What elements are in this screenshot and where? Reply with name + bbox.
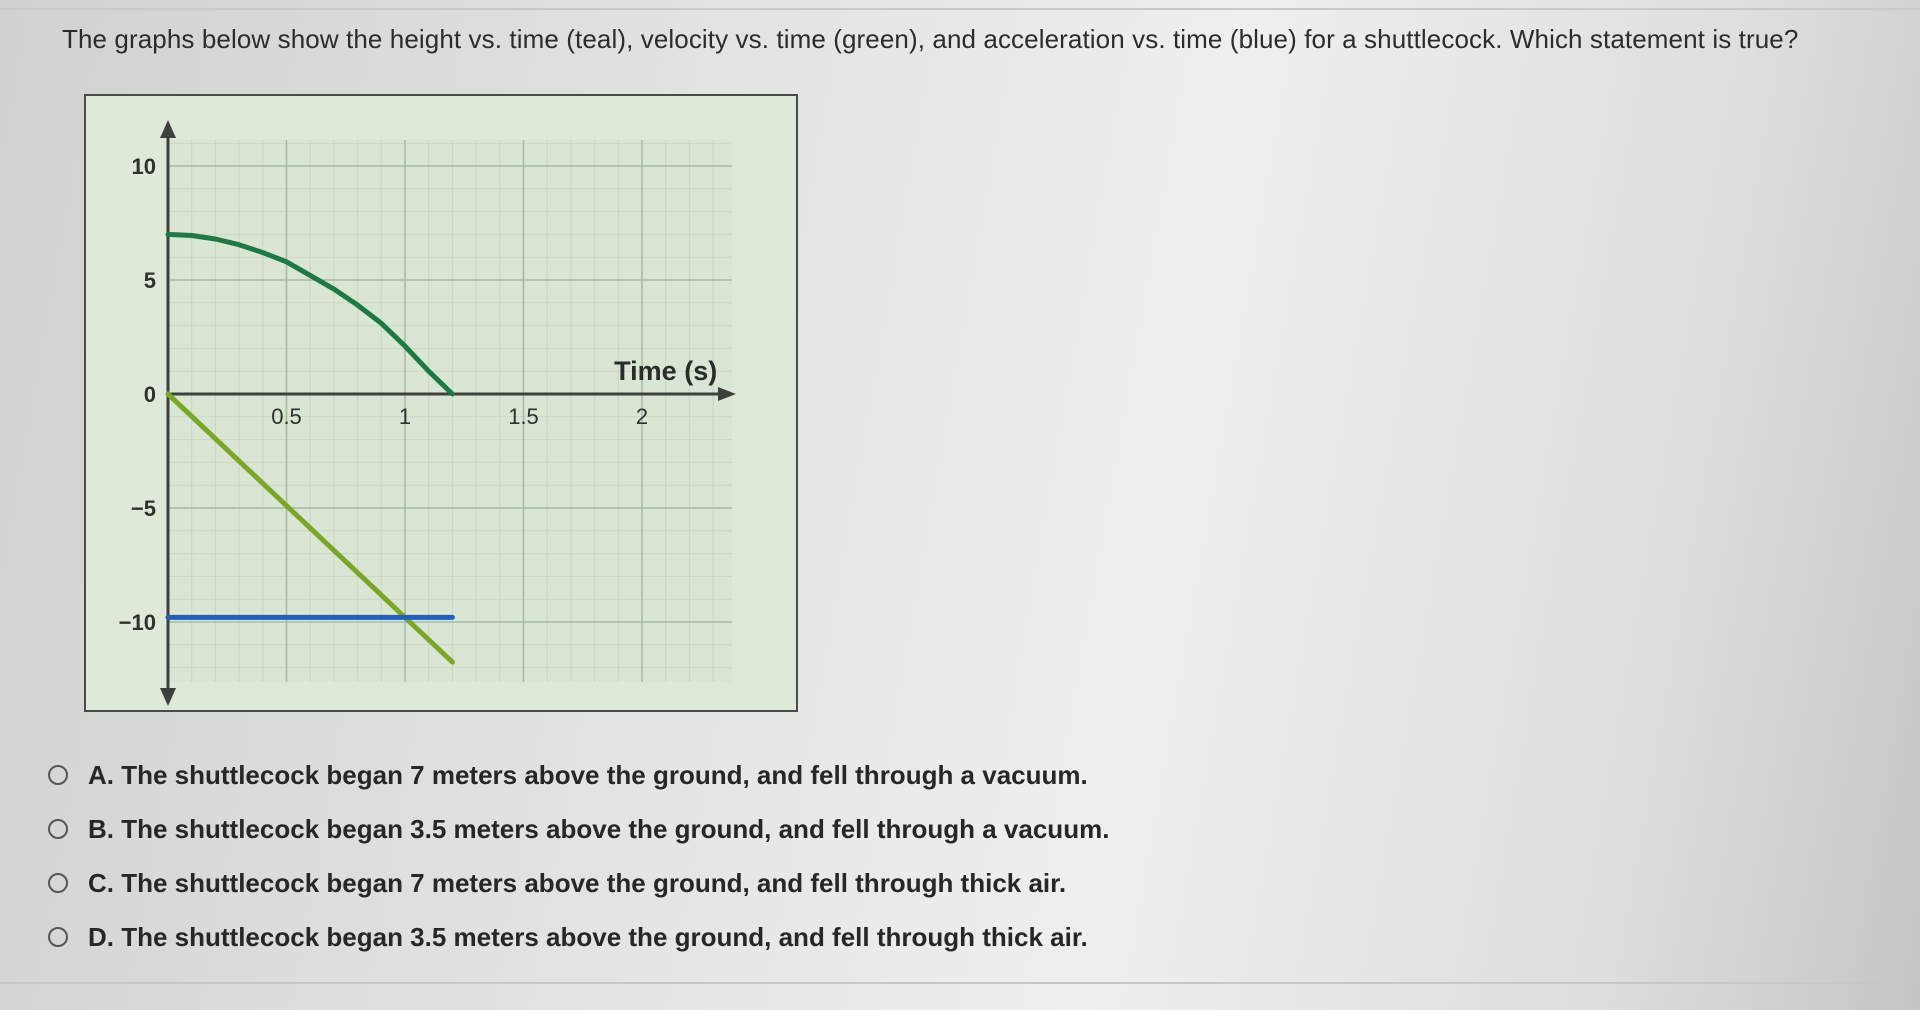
option-a[interactable] [48,748,1348,802]
x-tick-label: 1 [398,404,412,429]
radio-button-b[interactable] [48,819,68,839]
x-tick-label: 0.5 [271,404,302,429]
y-axis-arrow-up [160,120,176,138]
y-tick-label: −10 [118,610,156,635]
answer-options [48,748,1348,964]
option-b-label: B. The shuttlecock began 3.5 meters above the ground, and fell through a vacuum. [88,813,1110,844]
y-tick-label: 0 [143,382,156,407]
x-tick-label: 2 [635,404,649,429]
y-tick-label: −5 [130,496,156,521]
option-c[interactable] [48,856,1348,910]
y-tick-label: 10 [131,154,156,179]
option-b[interactable] [48,802,1348,856]
option-a-label: A. The shuttlecock began 7 meters above the ground, and fell through a vacuum. [88,759,1088,790]
motion-graph [86,96,796,710]
y-tick-label: 5 [143,268,156,293]
radio-button-d[interactable] [48,927,68,947]
radio-button-a[interactable] [48,765,68,785]
x-tick-label: 1.5 [508,404,539,429]
bottom-divider [0,982,1920,984]
option-c-label: C. The shuttlecock began 7 meters above the ground, and fell through thick air. [88,867,1067,898]
option-d[interactable] [48,910,1348,964]
top-divider [0,8,1920,10]
question-text: The graphs below show the height vs. time (teal), velocity vs. time (green), and acceleration vs. time (blue) for a shuttlecock. Which statement is true? [62,24,1799,54]
y-axis-arrow-down [160,688,176,706]
x-axis-label: Time (s) [614,356,718,386]
radio-button-c[interactable] [48,873,68,893]
chart-frame [84,94,798,712]
option-d-label: D. The shuttlecock began 3.5 meters above the ground, and fell through thick air. [88,921,1088,952]
